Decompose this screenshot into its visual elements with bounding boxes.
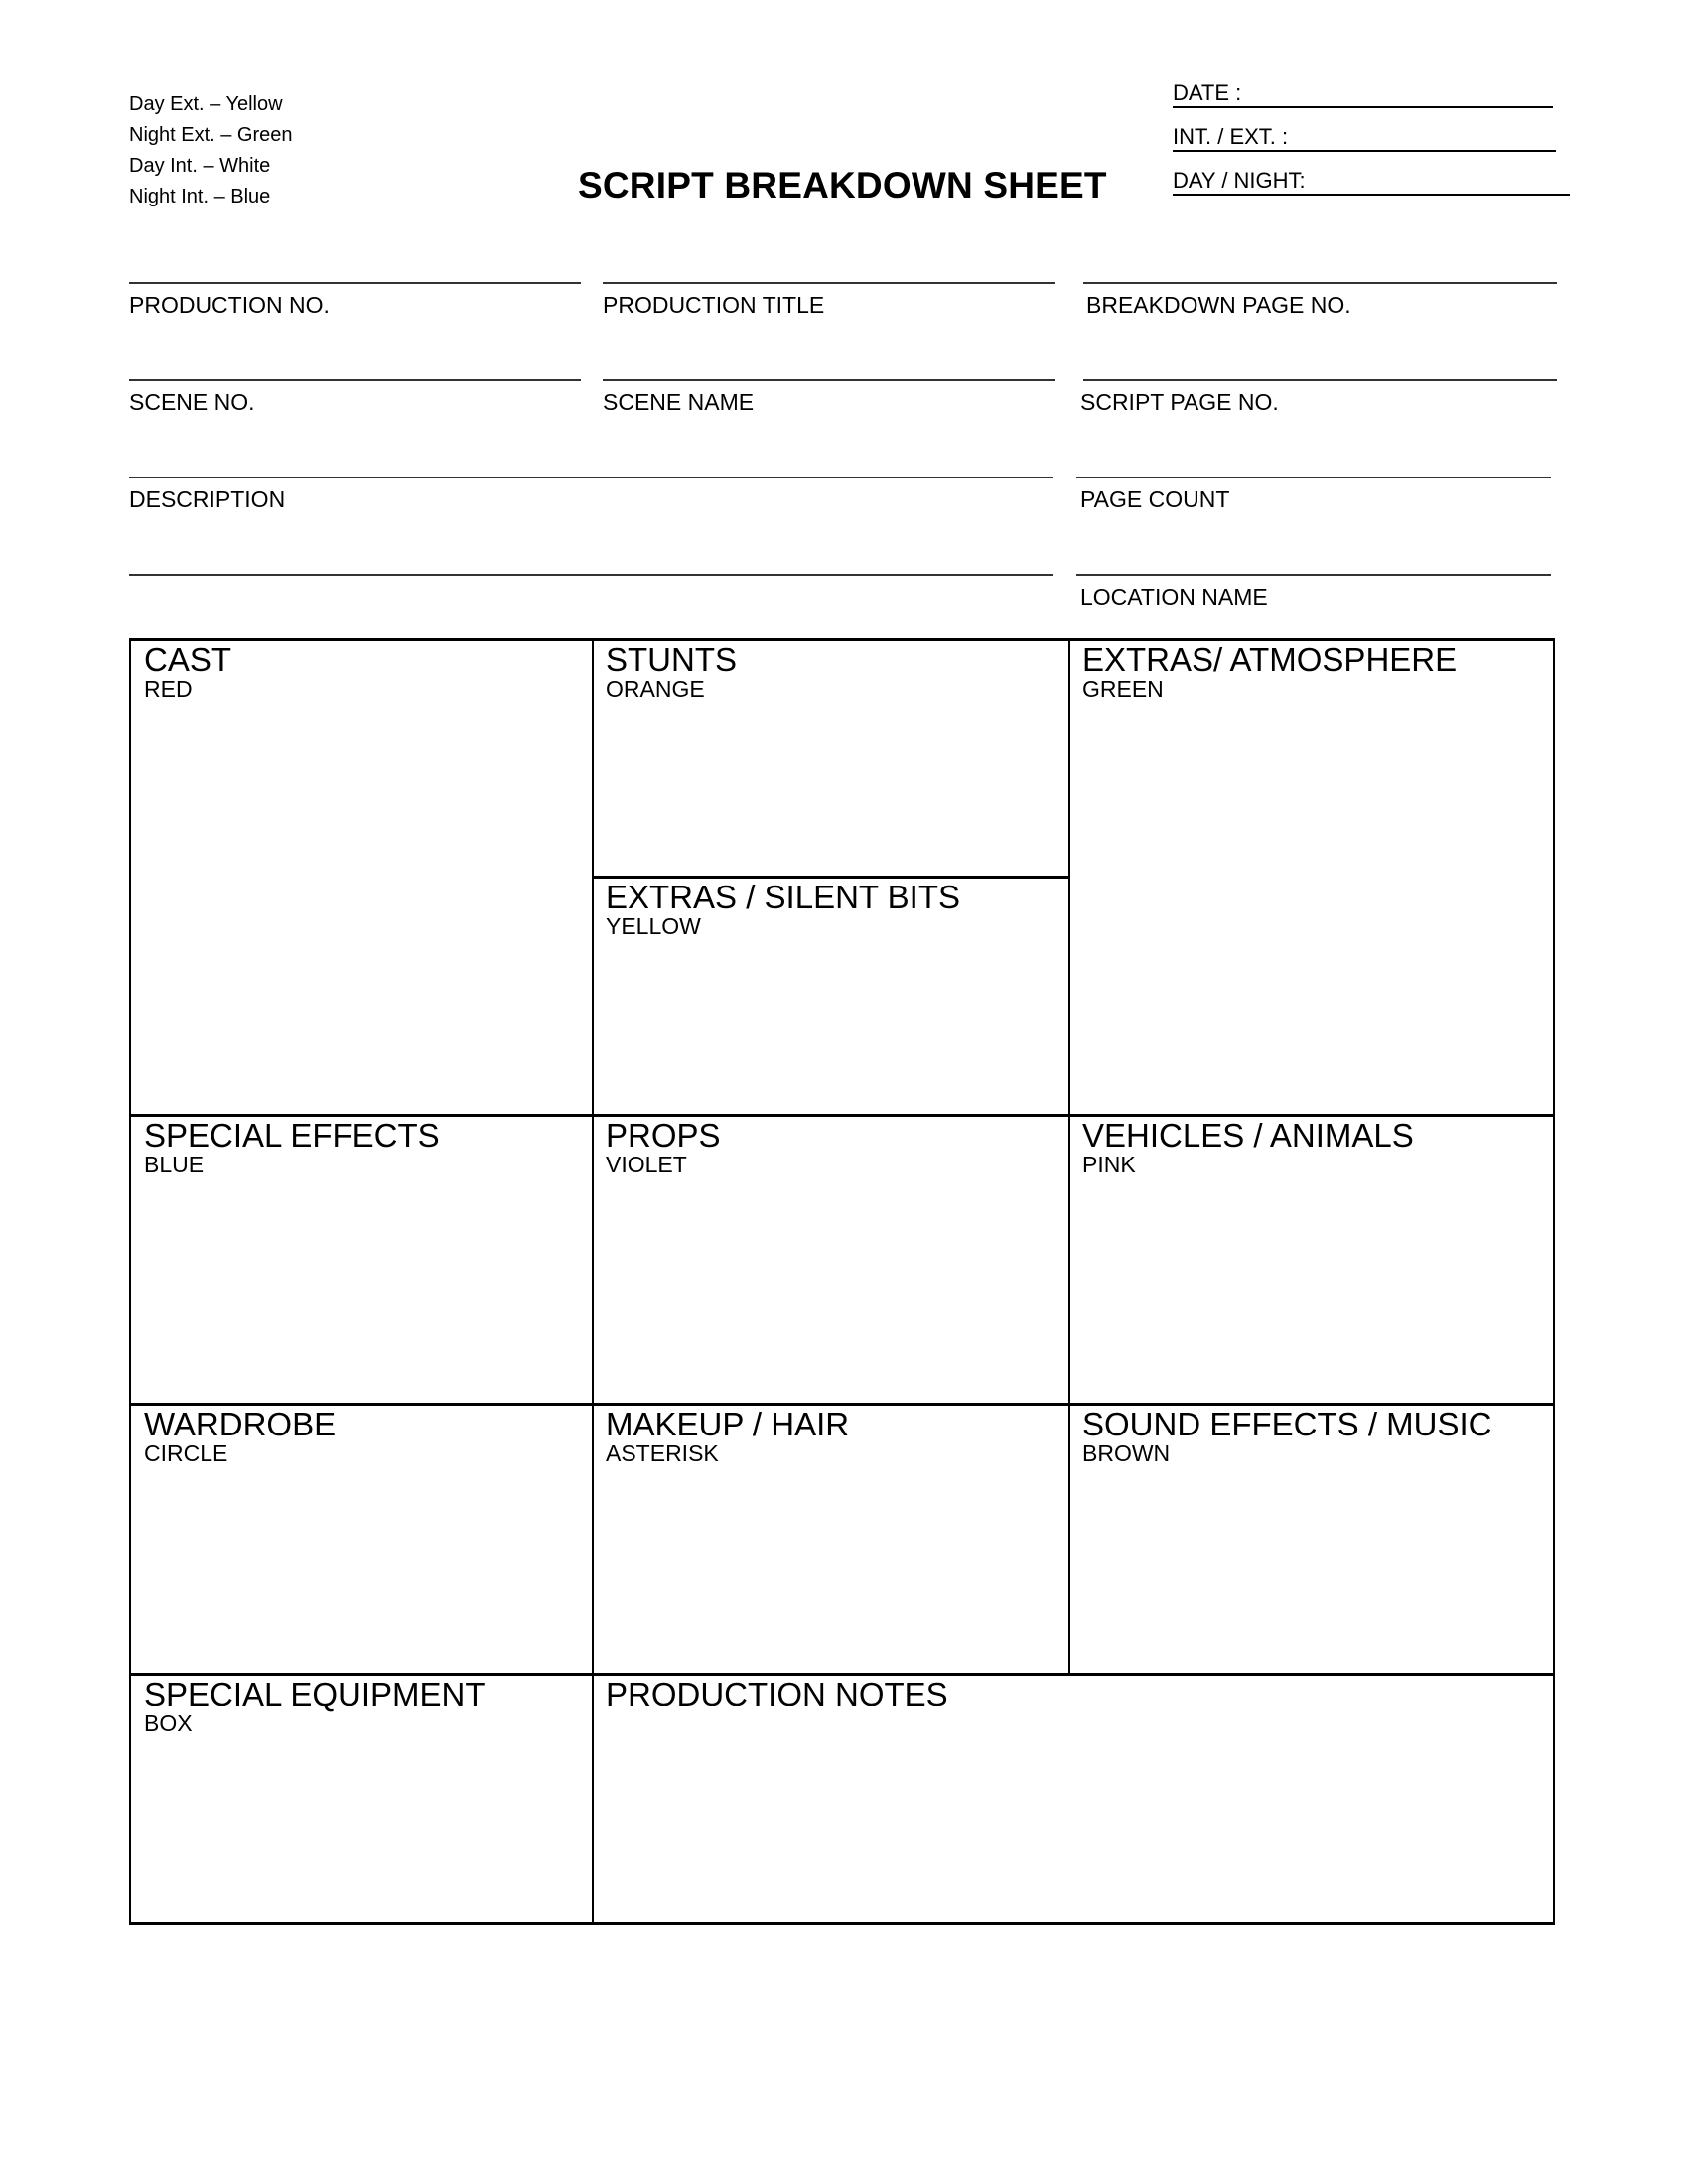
legend-night-int: Night Int. – Blue (129, 186, 271, 207)
day-night-field[interactable] (1173, 169, 1570, 196)
location-name-line[interactable] (1076, 574, 1551, 576)
breakdown-page-no-line[interactable] (1083, 282, 1557, 284)
description-line-2[interactable] (129, 574, 1053, 576)
script-page-no-line[interactable] (1083, 379, 1557, 381)
day-night-label: DAY / NIGHT: (1173, 168, 1306, 193)
extras-atmosphere-marker: GREEN (1082, 676, 1164, 702)
scene-no-label: SCENE NO. (129, 389, 255, 415)
makeup-hair-marker: ASTERISK (606, 1440, 719, 1466)
extras-atmosphere-cell[interactable] (1070, 641, 1553, 1114)
page-title: SCRIPT BREAKDOWN SHEET (578, 165, 1107, 205)
cast-marker: RED (144, 676, 193, 702)
wardrobe-marker: CIRCLE (144, 1440, 228, 1466)
sound-effects-music-title: SOUND EFFECTS / MUSIC (1082, 1406, 1492, 1442)
stunts-marker: ORANGE (606, 676, 705, 702)
vehicles-animals-marker: PINK (1082, 1152, 1136, 1177)
int-ext-field[interactable] (1173, 125, 1556, 152)
page-count-label: PAGE COUNT (1080, 486, 1230, 512)
date-label: DATE : (1173, 80, 1242, 105)
grid-bottom-border (129, 1922, 1554, 1925)
props-marker: VIOLET (606, 1152, 687, 1177)
production-notes-title: PRODUCTION NOTES (606, 1676, 948, 1712)
legend-day-int: Day Int. – White (129, 155, 271, 177)
extras-silent-bits-title: EXTRAS / SILENT BITS (606, 879, 960, 915)
int-ext-label: INT. / EXT. : (1173, 124, 1289, 149)
special-effects-marker: BLUE (144, 1152, 205, 1177)
sound-effects-music-marker: BROWN (1082, 1440, 1171, 1466)
description-line[interactable] (129, 477, 1053, 478)
special-equipment-title: SPECIAL EQUIPMENT (144, 1676, 486, 1712)
legend-day-ext: Day Ext. – Yellow (129, 93, 283, 115)
location-name-label: LOCATION NAME (1080, 584, 1268, 610)
special-effects-title: SPECIAL EFFECTS (144, 1117, 440, 1154)
scene-no-line[interactable] (129, 379, 581, 381)
special-effects-cell[interactable] (131, 1117, 592, 1403)
wardrobe-title: WARDROBE (144, 1406, 337, 1442)
stunts-cell[interactable] (594, 641, 1068, 876)
production-notes-cell[interactable] (594, 1676, 1553, 1922)
makeup-hair-title: MAKEUP / HAIR (606, 1406, 850, 1442)
vehicles-animals-cell[interactable] (1070, 1117, 1553, 1403)
production-title-line[interactable] (603, 282, 1055, 284)
production-no-label: PRODUCTION NO. (129, 292, 330, 318)
makeup-hair-cell[interactable] (594, 1406, 1068, 1673)
legend-night-ext: Night Ext. – Green (129, 124, 293, 146)
special-equipment-marker: BOX (144, 1710, 193, 1736)
grid-right-border (1553, 638, 1555, 1925)
date-field[interactable] (1173, 81, 1553, 108)
vehicles-animals-title: VEHICLES / ANIMALS (1082, 1117, 1414, 1154)
description-label: DESCRIPTION (129, 486, 286, 512)
props-title: PROPS (606, 1117, 721, 1154)
cast-cell[interactable] (131, 641, 592, 1114)
special-equipment-cell[interactable] (131, 1676, 592, 1922)
page-count-line[interactable] (1076, 477, 1551, 478)
breakdown-page-no-label: BREAKDOWN PAGE NO. (1086, 292, 1351, 318)
extras-silent-bits-marker: YELLOW (606, 913, 701, 939)
cast-title: CAST (144, 641, 232, 678)
props-cell[interactable] (594, 1117, 1068, 1403)
stunts-title: STUNTS (606, 641, 737, 678)
production-no-line[interactable] (129, 282, 581, 284)
extras-silent-bits-cell[interactable] (594, 879, 1068, 1114)
production-title-label: PRODUCTION TITLE (603, 292, 825, 318)
script-page-no-label: SCRIPT PAGE NO. (1080, 389, 1279, 415)
extras-atmosphere-title: EXTRAS/ ATMOSPHERE (1082, 641, 1458, 678)
wardrobe-cell[interactable] (131, 1406, 592, 1673)
scene-name-label: SCENE NAME (603, 389, 755, 415)
scene-name-line[interactable] (603, 379, 1055, 381)
sound-effects-music-cell[interactable] (1070, 1406, 1553, 1673)
